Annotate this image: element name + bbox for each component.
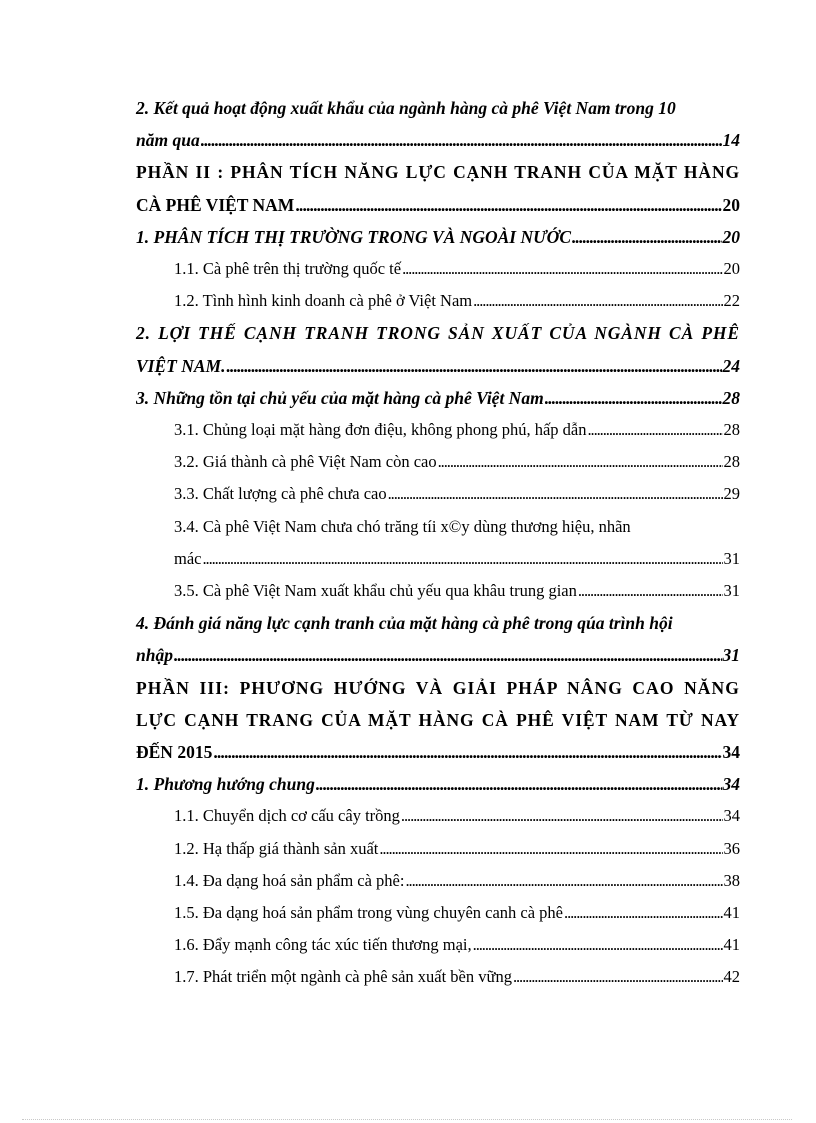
dot-leader xyxy=(473,285,722,317)
dot-leader xyxy=(295,189,721,221)
toc-entry-text: VIỆT NAM. xyxy=(136,355,226,376)
toc-section-2-line1: 2. LỢI THẾ CẠNH TRANH TRONG SẢN XUẤT CỦA NGÀNH CÀ PHÊ xyxy=(136,323,740,344)
toc-entry-text: 3.1. Chủng loại mặt hàng đơn điệu, không phong phú, hấp dẫn xyxy=(174,420,587,440)
toc-entry-text: 1.2. Tình hình kinh doanh cà phê ở Việt Nam xyxy=(174,291,473,311)
toc-page-number: 28 xyxy=(723,452,740,472)
dot-leader xyxy=(438,446,723,478)
dot-leader xyxy=(405,865,722,897)
toc-section-1-1[interactable] xyxy=(136,253,740,285)
toc-section-3-1[interactable] xyxy=(136,414,740,446)
toc-section-3-4[interactable] xyxy=(136,543,740,575)
toc-section-3-5[interactable] xyxy=(136,575,740,607)
dot-leader xyxy=(473,929,723,961)
dot-leader xyxy=(379,833,722,865)
toc-entry-text: 1.1. Chuyển dịch cơ cấu cây trồng xyxy=(174,806,400,826)
toc-page-number: 34 xyxy=(722,774,740,795)
toc-page-number: 14 xyxy=(722,130,740,151)
toc-part3-section-1-5[interactable] xyxy=(136,897,740,929)
toc-entry-text: 3.3. Chất lượng cà phê chưa cao xyxy=(174,484,387,504)
toc-page-number: 28 xyxy=(723,420,740,440)
toc-page-number: 42 xyxy=(723,967,740,987)
toc-entry-text: CÀ PHÊ VIỆT NAM xyxy=(136,194,295,215)
toc-section-1[interactable] xyxy=(136,221,740,253)
toc-section-3-4-line1: 3.4. Cà phê Việt Nam chưa chó trăng tíi x©y dùng thương hiệu, nhãn xyxy=(174,516,631,536)
toc-page-number: 38 xyxy=(723,870,740,890)
toc-part3-section-1-7[interactable] xyxy=(136,961,740,993)
toc-entry-text: 1. PHÂN TÍCH THỊ TRƯỜNG TRONG VÀ NGOÀI NƯỚC xyxy=(136,226,571,247)
toc-section-1-2[interactable] xyxy=(136,285,740,317)
toc-part3-section-1[interactable] xyxy=(136,768,740,800)
toc-section-2[interactable] xyxy=(136,350,740,382)
dot-leader xyxy=(572,221,722,253)
toc-part3-section-1-4[interactable] xyxy=(136,865,740,897)
toc-page-number: 41 xyxy=(723,903,740,923)
toc-entry-text: ĐẾN 2015 xyxy=(136,742,213,763)
toc-part3-section-1-6[interactable] xyxy=(136,929,740,961)
toc-part2-line1: PHẦN II : PHÂN TÍCH NĂNG LỰC CẠNH TRANH CỦA MẶT HÀNG xyxy=(136,162,740,183)
toc-entry-text: 1.1. Cà phê trên thị trường quốc tế xyxy=(174,259,402,279)
toc-part3-section-1-2[interactable] xyxy=(136,833,740,865)
toc-part3[interactable] xyxy=(136,736,740,768)
dot-leader xyxy=(402,253,722,285)
toc-section-4-line1: 4. Đánh giá năng lực cạnh tranh của mặt hàng cà phê trong qúa trình hội xyxy=(136,613,673,634)
toc-page-number: 28 xyxy=(722,387,740,408)
toc-entry-text: 1.5. Đa dạng hoá sản phẩm trong vùng chuyên canh cà phê xyxy=(174,903,564,923)
toc-section-4[interactable] xyxy=(136,639,740,671)
toc-section-3[interactable] xyxy=(136,382,740,414)
dot-leader xyxy=(213,736,721,768)
toc-page-number: 20 xyxy=(722,226,740,247)
dot-leader xyxy=(201,124,722,156)
dot-leader xyxy=(564,897,722,929)
toc-entry-text: 3.5. Cà phê Việt Nam xuất khẩu chủ yếu qua khâu trung gian xyxy=(174,581,577,601)
toc-entry-text: 1.4. Đa dạng hoá sản phẩm cà phê: xyxy=(174,870,405,890)
toc-page-number: 34 xyxy=(722,742,740,763)
toc-part3-section-1-1[interactable] xyxy=(136,800,740,832)
dot-leader xyxy=(316,768,722,800)
dot-leader xyxy=(587,414,722,446)
toc-page-number: 34 xyxy=(723,806,740,826)
toc-entry-2-line1: 2. Kết quả hoạt động xuất khẩu của ngành hàng cà phê Việt Nam trong 10 xyxy=(136,98,676,118)
toc-page-number: 31 xyxy=(723,581,740,601)
toc-page-number: 24 xyxy=(722,355,740,376)
toc-page-number: 29 xyxy=(723,484,740,504)
dot-leader xyxy=(578,575,723,607)
table-of-contents xyxy=(136,92,740,994)
toc-page-number: 41 xyxy=(723,935,740,955)
toc-page-number: 31 xyxy=(723,548,740,568)
dot-leader xyxy=(401,800,723,832)
toc-section-3-2[interactable] xyxy=(136,446,740,478)
dot-leader xyxy=(202,543,722,575)
toc-entry-text: nhập xyxy=(136,645,173,666)
toc-part3-line1: PHẦN III: PHƯƠNG HƯỚNG VÀ GIẢI PHÁP NÂNG CAO NĂNG xyxy=(136,677,740,698)
toc-entry-text: 1.6. Đẩy mạnh công tác xúc tiến thương mại, xyxy=(174,935,472,955)
toc-page-number: 20 xyxy=(723,259,740,279)
toc-entry-text: 1.7. Phát triển một ngành cà phê sản xuất bền vững xyxy=(174,967,512,987)
toc-entry-text: năm qua xyxy=(136,130,200,151)
toc-entry-text: 1. Phương hướng chung xyxy=(136,774,315,795)
toc-part2[interactable] xyxy=(136,189,740,221)
toc-section-3-3[interactable] xyxy=(136,478,740,510)
toc-page-number: 36 xyxy=(723,838,740,858)
dot-leader xyxy=(545,382,722,414)
toc-page-number: 22 xyxy=(723,291,740,311)
dot-leader xyxy=(513,961,723,993)
toc-part3-line2: LỰC CẠNH TRANG CỦA MẶT HÀNG CÀ PHÊ VIỆT NAM TỪ NAY xyxy=(136,709,740,730)
toc-entry-text: 1.2. Hạ thấp giá thành sản xuất xyxy=(174,838,379,858)
toc-entry-text: mác xyxy=(174,548,202,568)
dot-leader xyxy=(174,639,722,671)
dot-leader xyxy=(388,478,723,510)
toc-page-number: 20 xyxy=(722,194,740,215)
toc-page-number: 31 xyxy=(722,645,740,666)
toc-entry-text: 3.2. Giá thành cà phê Việt Nam còn cao xyxy=(174,452,437,472)
toc-entry-2[interactable] xyxy=(136,124,740,156)
toc-entry-text: 3. Những tồn tại chủ yếu của mặt hàng cà phê Việt Nam xyxy=(136,387,544,408)
page-bottom-divider xyxy=(22,1119,792,1120)
dot-leader xyxy=(226,350,721,382)
